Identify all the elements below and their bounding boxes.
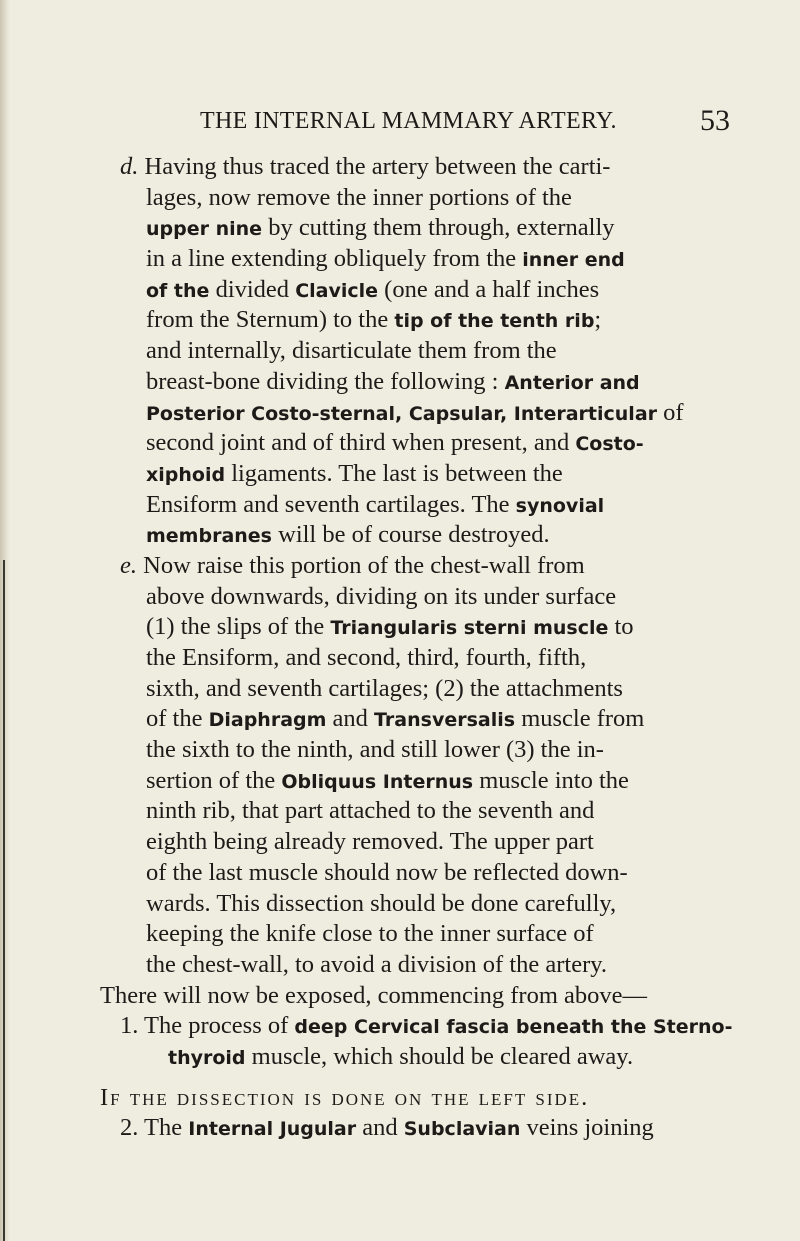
- paragraph-e-line-14: [146, 950, 800, 981]
- text-line: divided: [209, 275, 296, 303]
- text-line: the chest-wall, to avoid a division of the artery.: [146, 950, 608, 978]
- text-line: Ensiform and seventh cartilages. The: [146, 490, 516, 518]
- text-line: by cutting them through, externally: [262, 214, 615, 242]
- body-text: [0, 152, 800, 1144]
- bold-term: Anterior and: [504, 371, 640, 394]
- exposed-line: [100, 981, 800, 1012]
- paragraph-e-line-12: [146, 889, 800, 920]
- text-line: above downwards, dividing on its under surface: [146, 582, 617, 610]
- text-line: Having thus traced the artery between the carti-: [144, 153, 611, 180]
- page-number: 53: [700, 104, 730, 137]
- paragraph-d-line-12: [146, 490, 800, 521]
- paragraph-d-line-6: [146, 305, 800, 336]
- text-line: and: [356, 1114, 404, 1142]
- paragraph-e-line-8: [146, 766, 800, 797]
- text-line: of the last muscle should now be reflected down-: [146, 858, 628, 886]
- text-line: There will now be exposed, commencing from above—: [100, 981, 648, 1009]
- paragraph-d-line-9: [146, 398, 800, 429]
- paragraph-d-line-8: [146, 367, 800, 398]
- text-line: of: [657, 398, 684, 426]
- bold-term: Costo-: [575, 433, 644, 456]
- bold-term: Clavicle: [295, 279, 379, 302]
- paragraph-d-line-3: [146, 213, 800, 244]
- paragraph-d-line-1: [120, 152, 800, 183]
- bold-term: Triangularis sterni muscle: [330, 617, 609, 640]
- section-heading: If the dissection is done on the left side.: [100, 1083, 590, 1111]
- item-2-line-1: [120, 1113, 800, 1144]
- text-line: The: [138, 1114, 189, 1142]
- paragraph-d-line-10: [146, 428, 800, 459]
- paragraph-e-line-3: [146, 612, 800, 643]
- paragraph-d-line-7: [146, 336, 800, 367]
- text-line: lages, now remove the inner portions of the: [146, 183, 572, 211]
- page-header: [200, 104, 730, 144]
- text-line: in a line extending obliquely from the: [146, 245, 523, 273]
- paragraph-d-line-13: [146, 520, 800, 551]
- item-1-line-2: [168, 1042, 800, 1073]
- paragraph-d-line-4: [146, 244, 800, 275]
- running-title: THE INTERNAL MAMMARY ARTERY.: [200, 108, 617, 134]
- paragraph-marker: e.: [120, 551, 137, 579]
- paragraph-d-line-2: [146, 183, 800, 214]
- text-line: The process of: [138, 1012, 295, 1040]
- text-line: ;: [594, 306, 602, 334]
- paragraph-marker: d.: [120, 153, 139, 180]
- paragraph-e-line-1: [120, 551, 800, 582]
- text-line: veins joining: [520, 1114, 654, 1142]
- text-line: the Ensiform, and second, third, fourth, fifth,: [146, 644, 587, 671]
- text-line: Now raise this portion of the chest-wall from: [143, 551, 585, 579]
- text-line: and: [326, 705, 375, 733]
- list-marker: 2.: [120, 1114, 139, 1142]
- text-line: the sixth to the ninth, and still lower (3) the in-: [146, 736, 604, 764]
- bold-term: thyroid: [168, 1046, 246, 1069]
- text-line: (1) the slips of the: [146, 613, 331, 641]
- paragraph-d-line-11: [146, 459, 800, 490]
- paragraph-e-line-11: [146, 858, 800, 889]
- bold-term: Subclavian: [403, 1118, 521, 1141]
- paragraph-d-line-5: [146, 275, 800, 306]
- text-line: keeping the knife close to the inner surface of: [146, 920, 594, 948]
- text-line: muscle into the: [473, 766, 629, 794]
- left-side-heading: [100, 1083, 800, 1114]
- text-line: muscle, which should be cleared away.: [245, 1042, 634, 1070]
- text-line: will be of course destroyed.: [272, 521, 550, 549]
- bold-term: upper nine: [146, 218, 263, 241]
- item-1-line-1: [120, 1011, 800, 1042]
- bold-term: Obliquus Internus: [281, 770, 474, 793]
- bold-term: tip of the tenth rib: [394, 310, 595, 333]
- text-line: ninth rib, that part attached to the seventh and: [146, 797, 595, 825]
- bold-term: Diaphragm: [208, 709, 327, 732]
- text-line: sertion of the: [146, 766, 282, 794]
- bold-term: Transversalis: [374, 709, 516, 732]
- bold-term: synovial: [515, 494, 605, 517]
- paragraph-e-line-4: [146, 643, 800, 674]
- text-line: wards. This dissection should be done carefully,: [146, 889, 617, 917]
- paragraph-e-line-5: [146, 674, 800, 705]
- list-marker: 1.: [120, 1012, 139, 1040]
- text-line: of the: [146, 705, 209, 733]
- text-line: sixth, and seventh cartilages; (2) the attachments: [146, 674, 623, 702]
- text-line: ligaments. The last is between the: [225, 459, 563, 487]
- bold-term: inner end: [522, 249, 625, 272]
- text-line: eighth being already removed. The upper part: [146, 828, 594, 856]
- paragraph-e-line-6: [146, 704, 800, 735]
- bold-term: membranes: [146, 525, 272, 548]
- paragraph-e-line-10: [146, 827, 800, 858]
- paragraph-e-line-2: [146, 582, 800, 613]
- paragraph-e-line-7: [146, 735, 800, 766]
- bold-term: deep Cervical fascia beneath the Sterno-: [294, 1016, 733, 1039]
- text-line: and internally, disarticulate them from the: [146, 337, 557, 365]
- bold-term: of the: [146, 279, 210, 302]
- text-line: second joint and of third when present, and: [146, 429, 576, 457]
- paragraph-e-line-9: [146, 796, 800, 827]
- text-line: (one and a half inches: [378, 275, 600, 303]
- text-line: to: [608, 613, 634, 641]
- text-line: from the Sternum) to the: [146, 306, 395, 334]
- text-line: muscle from: [515, 705, 645, 733]
- bold-term: Internal Jugular: [188, 1118, 357, 1141]
- bold-term: Posterior Costo-sternal, Capsular, Interarticular: [146, 402, 658, 425]
- text-line: breast-bone dividing the following :: [146, 367, 505, 395]
- bold-term: xiphoid: [146, 463, 226, 486]
- paragraph-e-line-13: [146, 919, 800, 950]
